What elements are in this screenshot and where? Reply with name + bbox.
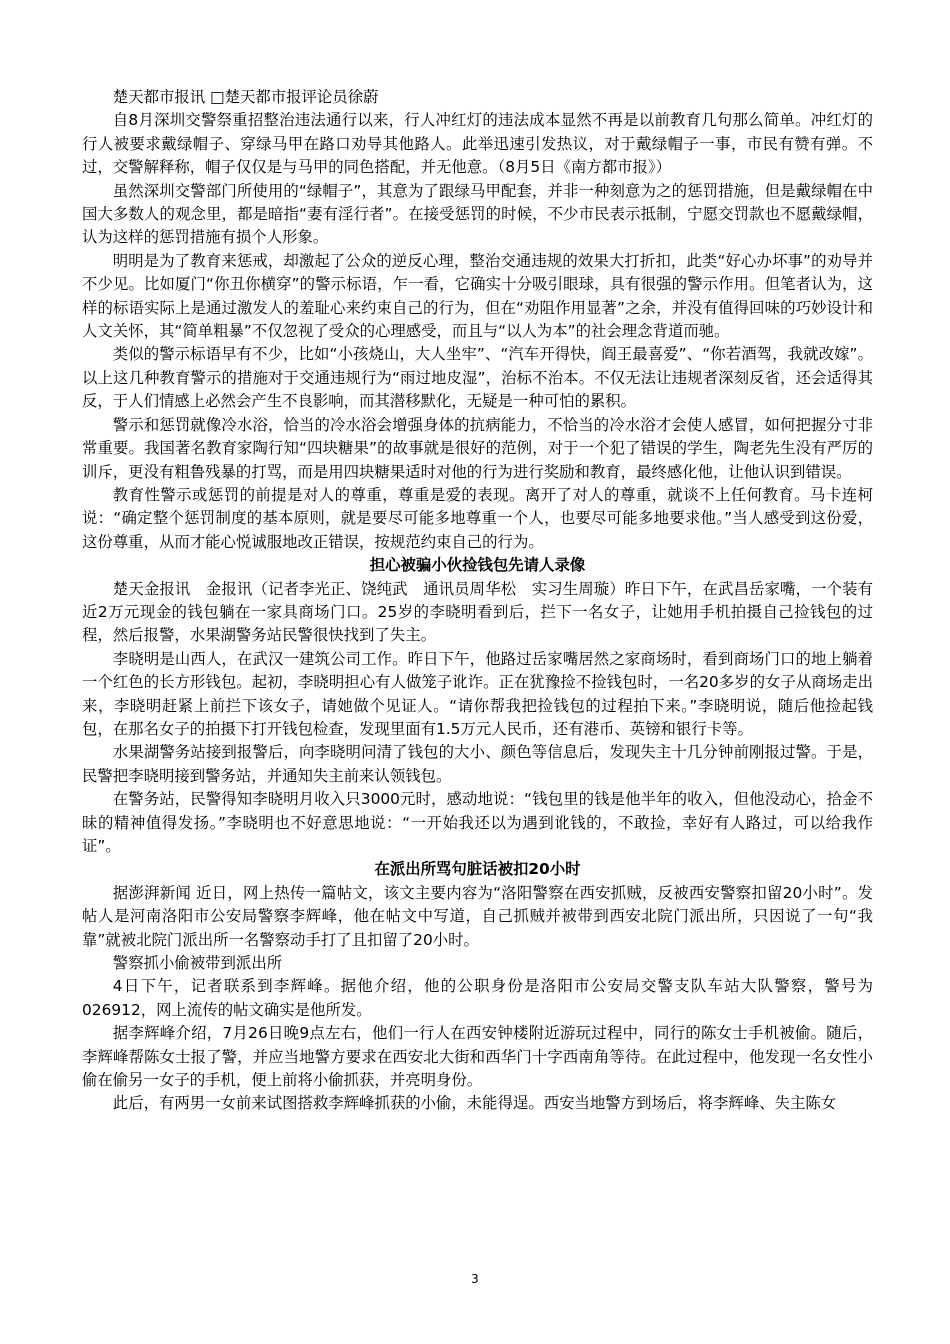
- page-number: 3: [471, 1272, 479, 1286]
- paragraph: 此后，有两男一女前来试图搭救李辉峰抓获的小偷，未能得逞。西安当地警方到场后，将李辉峰、失主陈女: [112, 1094, 837, 1113]
- paragraph: 明明是为了教育来惩戒，却激起了公众的逆反心理，整治交通违规的效果大打折扣，此类“好心办坏事”的劝导并不少见。比如厦门“你丑你横穿”的警示标语，乍一看，它确实十分吸引眼球，具有很强的警示作用。但笔者认为，这样的标语实际上是通过激发人的羞耻心来约束自己的行为，但在“劝阻作用显著”之余，并没有值得回味的巧妙设计和人文关怀，其“简单粗暴”不仅忽视了受众的心理感受，而且与“以人为本”的社会理念背道而驰。: [82, 251, 873, 341]
- paragraph: 李晓明是山西人，在武汉一建筑公司工作。昨日下午，他路过岳家嘴居然之家商场时，看到商场门口的地上躺着一个红色的长方形钱包。起初，李晓明担心有人做笼子讹诈。正在犹豫捡不捡钱包时，一名20多岁的女子从商场走出来，李晓明赶紧上前拦下该女子，请她做个见证人。“请你帮我把捡钱包的过程拍下来。”李晓明说，随后他捡起钱包，在那名女子的拍摄下打开钱包检查，发现里面有1.5万元人民币，还有港币、英镑和银行卡等。: [82, 649, 873, 738]
- paragraph: 4日下午，记者联系到李辉峰。据他介绍，他的公职身份是洛阳市公安局交警支队车站大队警察，警号为026912，网上流传的帖文确实是他所发。: [82, 977, 873, 1019]
- paragraph: 在警务站，民警得知李晓明月收入只3000元时，感动地说：“钱包里的钱是他半年的收入，但他没动心，拾金不昧的精神值得发扬。”李晓明也不好意思地说：“一开始我还以为遇到讹钱的，不敢捡，幸好有人路过，可以给我作证”。: [82, 790, 873, 855]
- subheading: 警察抓小偷被带到派出所: [112, 954, 283, 973]
- byline: 楚天都市报讯 □楚天都市报评论员徐蔚: [112, 88, 379, 106]
- paragraph: 虽然深圳交警部门所使用的“绿帽子”，其意为了跟绿马甲配套，并非一种刻意为之的惩罚措施，但是戴绿帽在中国大多数人的观念里，都是暗指“妻有淫行者”。在接受惩罚的时候，不少市民表示抵制，宁愿交罚款也不愿戴绿帽，认为这样的惩罚措施有损个人形象。: [82, 181, 873, 247]
- paragraph: 自8月深圳交警祭重招整治违法通行以来，行人冲红灯的违法成本显然不再是以前教育几句那么简单。冲红灯的行人被要求戴绿帽子、穿绿马甲在路口劝导其他路人。此举迅速引发热议，对于戴绿帽子一事，市民有赞有弹。不过，交警解释称，帽子仅仅是与马甲的同色搭配，并无他意。（8月5日《南方都市报》）: [82, 111, 873, 177]
- paragraph: 警示和惩罚就像冷水浴，恰当的冷水浴会增强身体的抗病能力，不恰当的冷水浴才会使人感冒，如何把握分寸非常重要。我国著名教育家陶行知“四块糖果”的故事就是很好的范例，对于一个犯了错误的学生，陶老先生没有严厉的训斥，更没有粗鲁残暴的打骂，而是用四块糖果适时对他的行为进行奖励和教育，最终感化他，让他认识到错误。: [82, 415, 873, 481]
- paragraph: 据李辉峰介绍，7月26日晚9点左右，他们一行人在西安钟楼附近游玩过程中，同行的陈女士手机被偷。随后，李辉峰帮陈女士报了警，并应当地警方要求在西安北大街和西华门十字西南角等待。在此过程中，他发现一名女性小偷在偷另一女子的手机，便上前将小偷抓获，并亮明身份。: [82, 1024, 873, 1090]
- paragraph: 楚天金报讯 金报讯（记者李光正、饶纯武 通讯员周华松 实习生周璇）昨日下午，在武昌岳家嘴，一个装有近2万元现金的钱包躺在一家具商场门口。25岁的李晓明看到后，拦下一名女子，让她用手机拍摄自己捡钱包的过程，然后报警，水果湖警务站民警很快找到了失主。: [82, 579, 873, 645]
- document-body: [82, 86, 873, 1116]
- paragraph: 水果湖警务站接到报警后，向李晓明问清了钱包的大小、颜色等信息后，发现失主十几分钟前刚报过警。于是，民警把李晓明接到警务站，并通知失主前来认领钱包。: [82, 743, 873, 785]
- paragraph: 据澎湃新闻 近日，网上热传一篇帖文，该文主要内容为“洛阳警察在西安抓贼，反被西安警察扣留20小时”。发帖人是河南洛阳市公安局警察李辉峰，他在帖文中写道，自己抓贼并被带到西安北院门派出所，只因说了一句“我靠”就被北院门派出所一名警察动手打了且扣留了20小时。: [82, 883, 873, 949]
- article-title: 担心被骗小伙捡钱包先请人录像: [369, 556, 586, 575]
- article-title: 在派出所骂句脏话被扣20小时: [374, 860, 581, 879]
- paragraph: 教育性警示或惩罚的前提是对人的尊重，尊重是爱的表现。离开了对人的尊重，就谈不上任何教育。马卡连柯说：“确定整个惩罚制度的基本原则，就是要尽可能多地尊重一个人，也要尽可能多地要求他。”当人感受到这份爱，这份尊重，从而才能心悦诚服地改正错误，按规范约束自己的行为。: [82, 485, 873, 551]
- paragraph: 类似的警示标语早有不少，比如“小孩烧山，大人坐牢”、“汽车开得快，阎王最喜爱”、“你若酒驾，我就改嫁”。以上这几种教育警示的措施对于交通违规行为“雨过地皮湿”，治标不治本。不仅无法让违规者深刻反省，还会适得其反，于人们情感上必然会产生不良影响，而其潜移默化，无疑是一种可怕的累积。: [82, 345, 873, 411]
